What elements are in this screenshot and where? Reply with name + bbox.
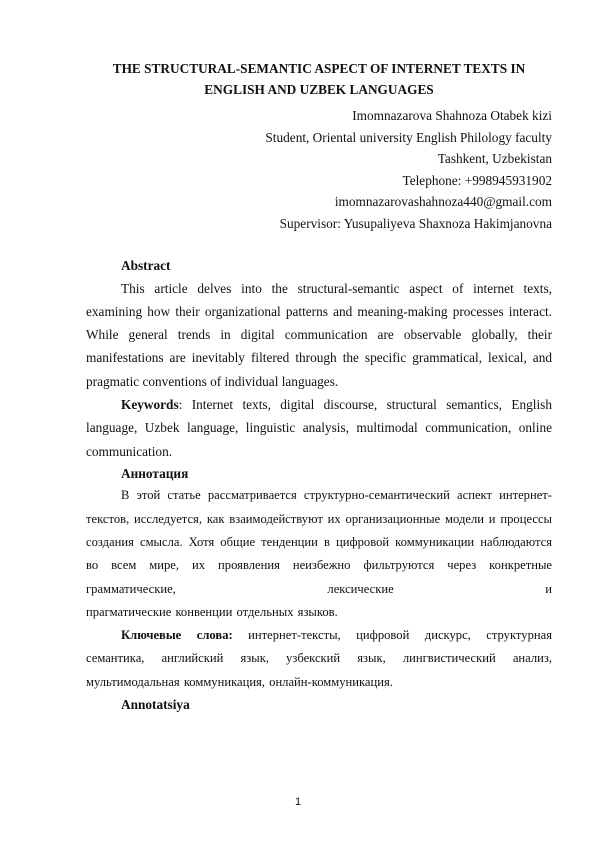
- abstract-heading: Abstract: [121, 258, 171, 273]
- abstract-text: This article delves into the structural-semantic aspect of internet texts, examining how their organizational patterns and meaning-making processes interact. While general trends in digital communication are observable globally, their manifestations are inevitably filtered through the specific grammatical, lexical, and pragmatic conventions of individual languages.: [86, 280, 552, 389]
- paper-title: THE STRUCTURAL-SEMANTIC ASPECT OF INTERNET TEXTS IN ENGLISH AND UZBEK LANGUAGES: [112, 61, 526, 97]
- keywords-ru-label: Ключевые слова:: [121, 628, 233, 643]
- author-block: [86, 105, 552, 234]
- keywords-ru-paragraph: [86, 624, 552, 694]
- author-telephone: Telephone: +998945931902: [402, 172, 552, 188]
- page-content: [86, 58, 552, 716]
- page-number: 1: [294, 796, 302, 808]
- keywords-label: Keywords: [121, 396, 179, 412]
- author-name: Imomnazarova Shahnoza Otabek kizi: [352, 108, 552, 123]
- annotatsiya-uz-heading: Annotatsiya: [121, 697, 190, 713]
- annotation-ru-heading: Аннотация: [121, 465, 189, 481]
- author-affiliation: Student, Oriental university English Philology faculty: [265, 129, 552, 145]
- annotation-ru-text-end: прагматические конвенции отдельных языков.: [86, 604, 338, 619]
- author-supervisor: Supervisor: Yusupaliyeva Shaxnoza Hakimjanovna: [279, 215, 552, 231]
- keywords-paragraph: [86, 393, 552, 463]
- keywords-text: : Internet texts, digital discourse, structural semantics, English language, Uzbek language, linguistic analysis, multimodal communication, online communication.: [86, 396, 552, 459]
- keywords-ru-text: интернет-тексты, цифровой дискурс, структурная семантика, английский язык, узбекский язык, лингвистический анализ, мультимодальная коммуникация, онлайн-коммуникация.: [86, 628, 552, 689]
- author-location: Tashkent, Uzbekistan: [437, 151, 552, 166]
- annotation-ru-text: В этой статье рассматривается структурно-семантический аспект интернет-текстов, исследуется, как взаимодействуют их организационные модели и процессы создания смысла. Хотя общие тенденции в цифровой коммуникации наблюдаются во всем мире, их проявления неизбежно фильтруются через конкретные грамматические, лексические и: [86, 488, 552, 596]
- author-email: imomnazarovashahnoza440@gmail.com: [334, 194, 552, 209]
